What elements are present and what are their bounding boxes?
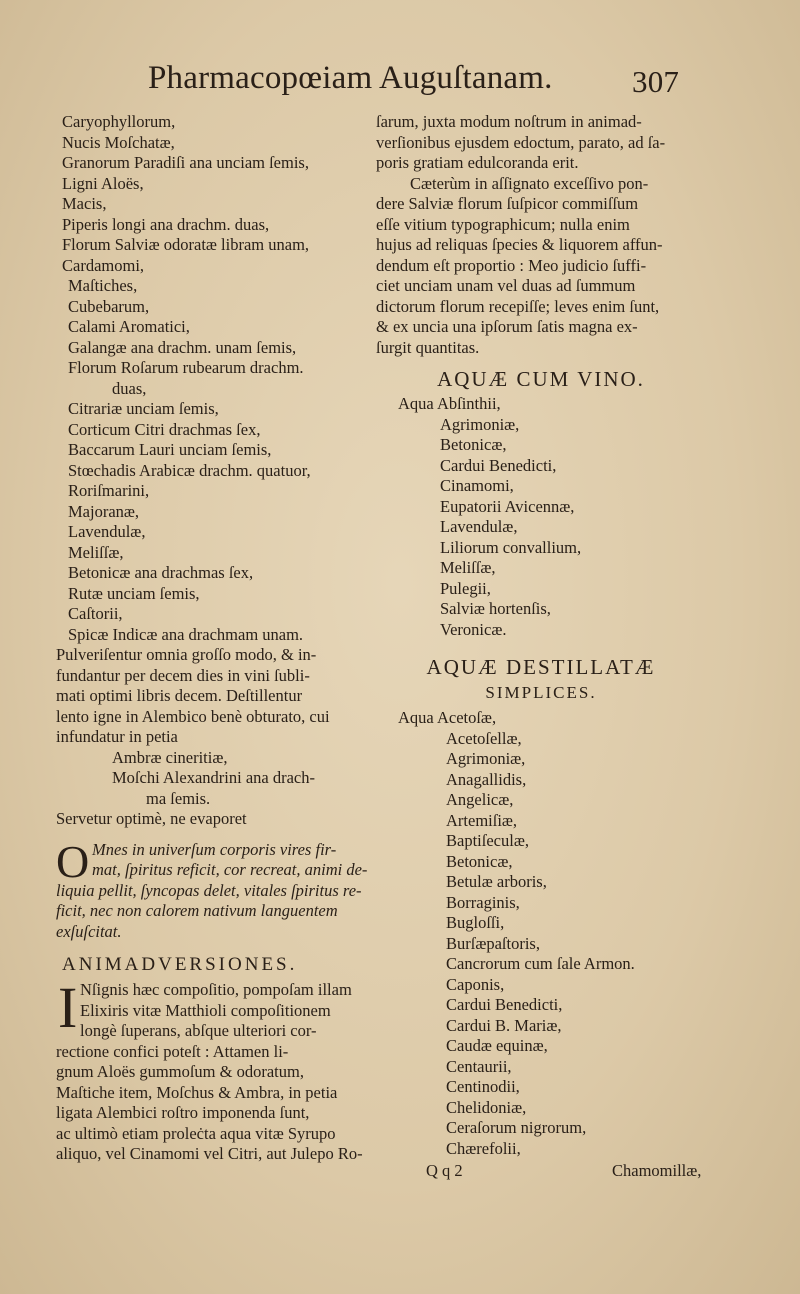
list-item: Ambræ cineritiæ, — [112, 747, 228, 767]
page-number: 307 — [632, 64, 680, 99]
list-item: Cancrorum cum ſale Armon. — [446, 954, 635, 973]
drop-cap: O — [56, 835, 90, 887]
list-item: Lavendulæ, — [440, 517, 518, 536]
text-line: ficit, nec non calorem nativum languentem — [56, 901, 338, 920]
text-line: gnum Aloës gummoſum & odoratum, — [56, 1062, 304, 1081]
catchword: Chamomillæ, — [612, 1161, 702, 1180]
list-item: Spicæ Indicæ ana drachmam unam. — [68, 624, 304, 644]
list-item: Betonicæ, — [440, 435, 507, 454]
list-item: Chærefolii, — [446, 1138, 521, 1158]
list-item: Macis, — [62, 194, 107, 213]
list-item: duas, — [112, 378, 147, 398]
list-item: Meliſſæ, — [68, 542, 124, 562]
page-footer — [376, 1161, 706, 1183]
text-line: eſſe vitium typographicum; nulla enim — [376, 214, 630, 234]
running-header — [140, 60, 700, 104]
text-line: poris gratiam edulcoranda erit. — [376, 153, 579, 172]
waters-with-wine-list — [376, 394, 706, 640]
list-item: Stœchadis Arabicæ drachm. quatuor, — [68, 460, 311, 480]
text-line: ciet unciam unam vel duas ad ſummum — [376, 276, 636, 295]
text-line: verſionibus ejusdem edoctum, parato, ad ſa- — [376, 132, 666, 152]
text-line: mati optimi libris decem. Deſtillentur — [56, 686, 303, 705]
list-item: Caponis, — [446, 974, 505, 994]
text-line: Pulveriſentur omnia groſſo modo, & in- — [56, 645, 317, 664]
secondary-ingredient-list — [56, 748, 374, 810]
list-item: Corticum Citri drachmas ſex, — [68, 419, 261, 439]
section-heading: AQUÆ CUM VINO. — [437, 367, 645, 391]
text-line: ſurgit quantitas. — [376, 337, 480, 357]
ingredient-list — [56, 112, 374, 645]
text-line: Cæterùm in aſſignato exceſſivo pon- — [410, 173, 649, 193]
list-item: Cardui Benedicti, — [440, 455, 557, 475]
drop-cap: I — [58, 975, 78, 1040]
virtues-paragraph — [56, 835, 374, 943]
text-line: dictorum florum recepiſſe; leves enim ſunt, — [376, 296, 660, 316]
list-item: Ceraſorum nigrorum, — [446, 1118, 587, 1137]
list-item: Salviæ hortenſis, — [440, 599, 551, 618]
list-item: Ligni Aloës, — [62, 173, 144, 193]
text-line: & ex uncia una ipſorum ſatis magna ex- — [376, 317, 638, 336]
list-item: Nucis Moſchatæ, — [62, 132, 175, 152]
list-item: Burſæpaſtoris, — [446, 933, 540, 953]
list-item: Betulæ arboris, — [446, 872, 547, 891]
text-line: liquia pellit, ſyncopas delet, vitales ſpiritus re- — [56, 880, 362, 900]
text-line: hujus ad reliquas ſpecies & liquorem affun- — [376, 235, 663, 254]
list-item: Veronicæ. — [440, 619, 507, 639]
list-item: Cardui Benedicti, — [446, 995, 563, 1014]
list-item: Calami Aromatici, — [68, 317, 190, 336]
list-item: Cardui B. Mariæ, — [446, 1015, 562, 1035]
list-item: Cinamomi, — [440, 476, 514, 495]
list-item: Caudæ equinæ, — [446, 1036, 548, 1055]
text-line: Elixiris vitæ Matthioli compoſitionem — [80, 1000, 331, 1020]
list-item: Meliſſæ, — [440, 558, 496, 577]
list-item: Piperis longi ana drachm. duas, — [62, 214, 270, 234]
list-item: Anagallidis, — [446, 769, 527, 789]
list-item: Acetoſellæ, — [446, 728, 522, 748]
list-item: Roriſmarini, — [68, 481, 150, 500]
list-item: Lavendulæ, — [68, 522, 146, 541]
list-item: Baccarum Lauri unciam ſemis, — [68, 440, 272, 459]
list-item: Baptiſeculæ, — [446, 831, 529, 850]
text-line: rectione confici poteſt : Attamen li- — [56, 1041, 289, 1061]
list-item: Galangæ ana drachm. unam ſemis, — [68, 337, 297, 357]
text-line: dendum eſt proportio : Meo judicio ſuffi- — [376, 255, 647, 275]
section-heading: AQUÆ DESTILLATÆ — [426, 655, 656, 679]
list-item: Agrimoniæ, — [446, 749, 526, 768]
commentary-paragraph — [376, 112, 706, 358]
list-item: Cardamomi, — [62, 255, 145, 275]
list-item: Liliorum convallium, — [440, 537, 582, 557]
text-line: lento igne in Alembico benè obturato, cui — [56, 706, 330, 726]
text-line: fundantur per decem dies in vini ſubli- — [56, 665, 310, 685]
list-item: Granorum Paradiſi ana unciam ſemis, — [62, 153, 309, 172]
list-item: Eupatorii Avicennæ, — [440, 496, 575, 516]
text-line: ligata Alembici roſtro imponenda ſunt, — [56, 1103, 310, 1122]
list-item: Caſtorii, — [68, 604, 123, 623]
text-line: ac ultimò etiam proleċta aqua vitæ Syrupo — [56, 1123, 336, 1143]
running-title: Pharmacopœiam Auguſtanam. — [148, 60, 553, 96]
list-item: Betonicæ, — [446, 851, 513, 871]
list-item: Artemiſiæ, — [446, 810, 518, 830]
list-item: Cubebarum, — [68, 296, 150, 316]
list-item: Aqua Acetoſæ, — [398, 708, 497, 727]
list-item: Maſtiches, — [68, 276, 138, 295]
list-item: Chelidoniæ, — [446, 1097, 527, 1117]
list-item: Majoranæ, — [68, 501, 140, 521]
right-column — [376, 112, 706, 1183]
list-item: Betonicæ ana drachmas ſex, — [68, 563, 254, 582]
text-line: Mnes in univerſum corporis vires fir- — [92, 839, 337, 859]
list-item: Citrariæ unciam ſemis, — [68, 399, 219, 418]
text-line: infundatur in petia — [56, 727, 178, 746]
text-line: Servetur optimè, ne evaporet — [56, 809, 247, 828]
list-item: Rutæ unciam ſemis, — [68, 583, 200, 603]
list-item: Agrimoniæ, — [440, 414, 520, 434]
text-line: Maſtiche item, Moſchus & Ambra, in petia — [56, 1082, 338, 1102]
text-line: dere Salviæ florum ſuſpicor commiſſum — [376, 194, 639, 213]
text-line: longè ſuperans, abſque ulteriori cor- — [80, 1021, 317, 1040]
list-item: Angelicæ, — [446, 790, 514, 809]
list-item: Moſchi Alexandrini ana drach- — [112, 768, 315, 787]
list-item: ma ſemis. — [146, 788, 211, 808]
list-item: Pulegii, — [440, 578, 491, 598]
signature-mark: Q q 2 — [426, 1161, 463, 1180]
list-item: Florum Roſarum rubearum drachm. — [68, 358, 304, 377]
list-item: Aqua Abſinthii, — [398, 394, 501, 413]
section-subheading: SIMPLICES. — [485, 683, 597, 702]
list-item: Centinodii, — [446, 1077, 520, 1096]
animadversiones-paragraph — [56, 975, 374, 1165]
list-item: Borraginis, — [446, 892, 520, 912]
procedure-paragraph — [56, 645, 374, 748]
list-item: Bugloſſi, — [446, 913, 505, 932]
text-line: Nſignis hæc compoſitio, pompoſam illam — [80, 980, 352, 999]
simple-distilled-waters-list — [376, 708, 706, 1159]
list-item: Centaurii, — [446, 1056, 512, 1076]
text-line: aliquo, vel Cinamomi vel Citri, aut Julepo Ro- — [56, 1144, 363, 1163]
text-line: ſarum, juxta modum noſtrum in animad- — [376, 112, 642, 131]
list-item: Caryophyllorum, — [62, 112, 176, 131]
section-heading: ANIMADVERSIONES. — [62, 954, 298, 975]
text-line: exſuſcitat. — [56, 921, 122, 941]
text-line: mat, ſpiritus reficit, cor recreat, animi de- — [92, 860, 368, 879]
left-column — [56, 112, 374, 1165]
list-item: Florum Salviæ odoratæ libram unam, — [62, 235, 310, 254]
